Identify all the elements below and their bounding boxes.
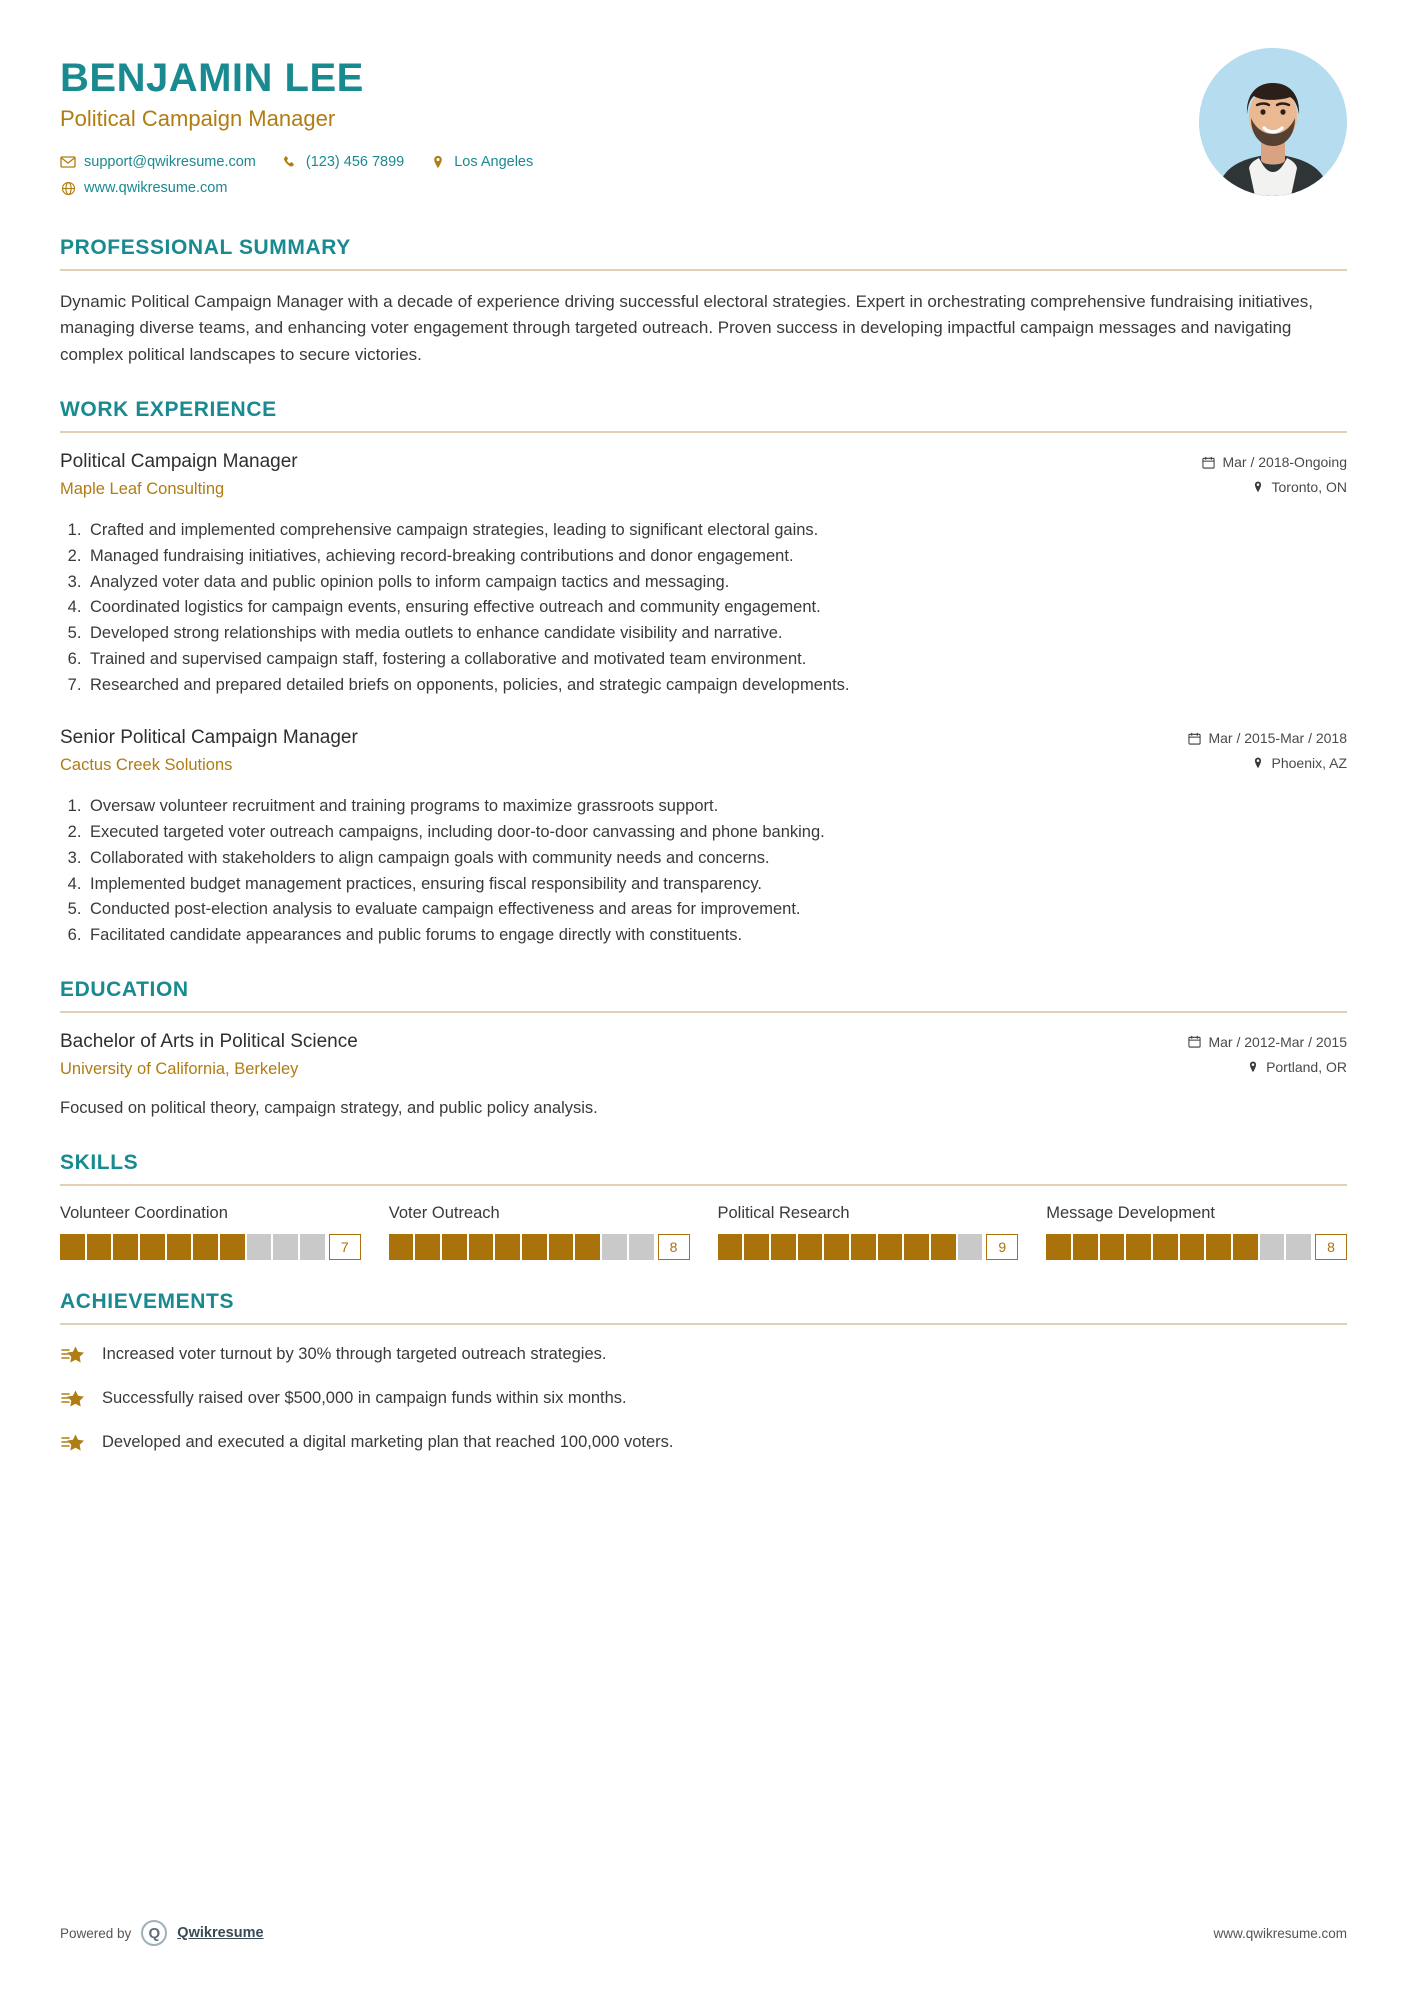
skill-score: 7 <box>329 1234 361 1260</box>
section-title-skills: SKILLS <box>60 1150 139 1174</box>
map-pin-icon <box>1252 481 1265 494</box>
experience-bullets <box>60 518 1347 697</box>
envelope-icon <box>60 154 76 170</box>
skill-label: Volunteer Coordination <box>60 1203 228 1222</box>
section-title-summary: PROFESSIONAL SUMMARY <box>60 236 351 259</box>
section-title-achievements: ACHIEVEMENTS <box>60 1289 235 1313</box>
experience-location <box>1202 479 1347 495</box>
experience-entry-head <box>60 451 1347 504</box>
achievement-text: Developed and executed a digital marketing plan that reached 100,000 voters. <box>102 1432 674 1451</box>
experience-organization: Cactus Creek Solutions <box>60 756 233 775</box>
skill-item <box>389 1204 690 1260</box>
experience-dates <box>1188 730 1347 746</box>
section-professional-summary <box>60 236 1347 368</box>
skill-item <box>718 1204 1019 1260</box>
experience-entry-meta <box>1202 451 1347 504</box>
experience-entry <box>60 451 1347 697</box>
header-left <box>60 48 1199 206</box>
experience-dates-text: Mar / 2018-Ongoing <box>1222 454 1347 471</box>
globe-icon <box>60 180 76 196</box>
experience-bullets <box>60 794 1347 948</box>
contact-email[interactable] <box>60 154 256 170</box>
contact-website[interactable] <box>60 180 227 196</box>
section-title-experience: WORK EXPERIENCE <box>60 398 277 422</box>
experience-entry-left <box>60 727 1188 775</box>
contact-location <box>430 154 533 170</box>
experience-role: Senior Political Campaign Manager <box>60 727 358 749</box>
summary-text: Dynamic Political Campaign Manager with a decade of experience driving successful electoral strategies. Expert in orchestrating comprehensive fundraising initiatives, managing diverse teams, and enhancing voter engagement through targeted outreach. Proven success in developing impactful campaign messages and navigating complex political landscapes to secure victories. <box>60 292 1313 364</box>
bullet-item: 2. Executed targeted voter outreach campaigns, including door-to-door canvassing and phone banking. <box>86 820 1347 845</box>
bullet-item: 1. Crafted and implemented comprehensive campaign strategies, leading to significant electoral gains. <box>86 518 1347 543</box>
contact-email-text: support@qwikresume.com <box>84 154 256 170</box>
phone-icon <box>282 154 298 170</box>
skill-score: 9 <box>986 1234 1018 1260</box>
star-badge-icon <box>60 1432 86 1454</box>
contact-location-text: Los Angeles <box>454 154 534 170</box>
education-dates <box>1188 1034 1347 1050</box>
section-education <box>60 978 1347 1121</box>
experience-organization: Maple Leaf Consulting <box>60 480 225 499</box>
education-location-text: Portland, OR <box>1266 1058 1347 1075</box>
skill-label: Political Research <box>717 1203 850 1222</box>
education-entry-head <box>60 1031 1347 1084</box>
skill-bar <box>389 1234 690 1260</box>
education-dates-text: Mar / 2012-Mar / 2015 <box>1208 1033 1347 1050</box>
map-pin-icon <box>1252 757 1265 770</box>
contact-phone-text: (123) 456 7899 <box>305 154 405 170</box>
location-pin-icon <box>430 154 446 170</box>
skill-ticks <box>718 1234 983 1260</box>
qwikresume-logo-icon: Q <box>141 1920 167 1946</box>
bullet-item: 5. Conducted post-election analysis to evaluate campaign effectiveness and areas for improvement. <box>86 897 1347 922</box>
calendar-icon <box>1188 1035 1201 1048</box>
section-divider <box>60 1184 1347 1186</box>
bullet-item: 3. Collaborated with stakeholders to align campaign goals with community needs and concerns. <box>86 846 1347 871</box>
page-footer <box>60 1920 1347 1946</box>
contact-website-text: www.qwikresume.com <box>84 180 228 196</box>
experience-entry-head <box>60 727 1347 780</box>
contact-row-primary <box>60 154 1199 170</box>
skill-ticks <box>389 1234 654 1260</box>
skill-bar <box>718 1234 1019 1260</box>
bullet-item: 7. Researched and prepared detailed briefs on opponents, policies, and strategic campaign developments. <box>86 673 1347 698</box>
page-title: BENJAMIN LEE <box>60 56 364 100</box>
section-achievements <box>60 1290 1347 1454</box>
bullet-item: 2. Managed fundraising initiatives, achieving record-breaking contributions and donor engagement. <box>86 544 1347 569</box>
star-badge-icon <box>60 1344 86 1366</box>
achievement-item <box>60 1343 1347 1366</box>
avatar <box>1199 48 1347 196</box>
skill-track <box>1046 1234 1311 1260</box>
bullet-item: 6. Trained and supervised campaign staff, fostering a collaborative and motivated team environment. <box>86 647 1347 672</box>
skill-score: 8 <box>658 1234 690 1260</box>
footer-website[interactable]: www.qwikresume.com <box>1213 1925 1347 1941</box>
powered-by-label: Powered by <box>60 1925 132 1941</box>
resume-header <box>60 0 1347 206</box>
education-entry-left <box>60 1031 1188 1079</box>
achievement-text: Successfully raised over $500,000 in campaign funds within six months. <box>102 1388 627 1407</box>
section-divider <box>60 269 1347 271</box>
skill-track <box>389 1234 654 1260</box>
skill-label: Message Development <box>1046 1203 1216 1222</box>
footer-branding <box>60 1920 264 1946</box>
skill-label: Voter Outreach <box>388 1203 500 1222</box>
skills-grid <box>60 1204 1347 1260</box>
skill-bar <box>60 1234 361 1260</box>
section-skills <box>60 1151 1347 1260</box>
bullet-item: 3. Analyzed voter data and public opinion polls to inform campaign tactics and messaging. <box>86 570 1347 595</box>
contact-row-secondary <box>60 180 1199 196</box>
skill-ticks <box>60 1234 325 1260</box>
education-degree: Bachelor of Arts in Political Science <box>60 1030 358 1052</box>
bullet-item: 1. Oversaw volunteer recruitment and training programs to maximize grassroots support. <box>86 794 1347 819</box>
map-pin-icon <box>1246 1060 1259 1073</box>
section-work-experience <box>60 398 1347 948</box>
skill-item <box>60 1204 361 1260</box>
experience-dates <box>1202 454 1347 470</box>
job-title: Political Campaign Manager <box>60 106 336 131</box>
star-badge-icon <box>60 1388 86 1410</box>
section-divider <box>60 1323 1347 1325</box>
experience-entry-left <box>60 451 1202 499</box>
skill-track <box>718 1234 983 1260</box>
skill-score: 8 <box>1315 1234 1347 1260</box>
bullet-item: 4. Implemented budget management practices, ensuring fiscal responsibility and transparency. <box>86 872 1347 897</box>
calendar-icon <box>1202 456 1215 469</box>
experience-location-text: Phoenix, AZ <box>1271 755 1347 772</box>
section-divider <box>60 431 1347 433</box>
experience-entry <box>60 727 1347 948</box>
skill-track <box>60 1234 325 1260</box>
bullet-item: 6. Facilitated candidate appearances and public forums to engage directly with constituents. <box>86 923 1347 948</box>
experience-role: Political Campaign Manager <box>60 451 298 473</box>
education-entry-meta <box>1188 1031 1347 1084</box>
experience-dates-text: Mar / 2015-Mar / 2018 <box>1208 730 1347 747</box>
qwikresume-brand-link[interactable]: Qwikresume <box>177 1925 264 1941</box>
achievement-item <box>60 1431 1347 1454</box>
section-title-education: EDUCATION <box>60 977 189 1001</box>
education-location <box>1188 1059 1347 1075</box>
bullet-item: 5. Developed strong relationships with media outlets to enhance candidate visibility and narrative. <box>86 621 1347 646</box>
experience-location-text: Toronto, ON <box>1271 479 1347 496</box>
skill-bar <box>1046 1234 1347 1260</box>
education-school: University of California, Berkeley <box>60 1059 299 1078</box>
education-description: Focused on political theory, campaign strategy, and public policy analysis. <box>60 1098 598 1117</box>
experience-entry-meta <box>1188 727 1347 780</box>
contact-phone[interactable] <box>282 154 404 170</box>
skill-ticks <box>1046 1234 1311 1260</box>
skill-item <box>1046 1204 1347 1260</box>
achievement-item <box>60 1387 1347 1410</box>
education-entry <box>60 1031 1347 1121</box>
calendar-icon <box>1188 732 1201 745</box>
section-divider <box>60 1011 1347 1013</box>
bullet-item: 4. Coordinated logistics for campaign events, ensuring effective outreach and community engagement. <box>86 595 1347 620</box>
experience-location <box>1188 755 1347 771</box>
achievement-text: Increased voter turnout by 30% through targeted outreach strategies. <box>102 1344 607 1363</box>
